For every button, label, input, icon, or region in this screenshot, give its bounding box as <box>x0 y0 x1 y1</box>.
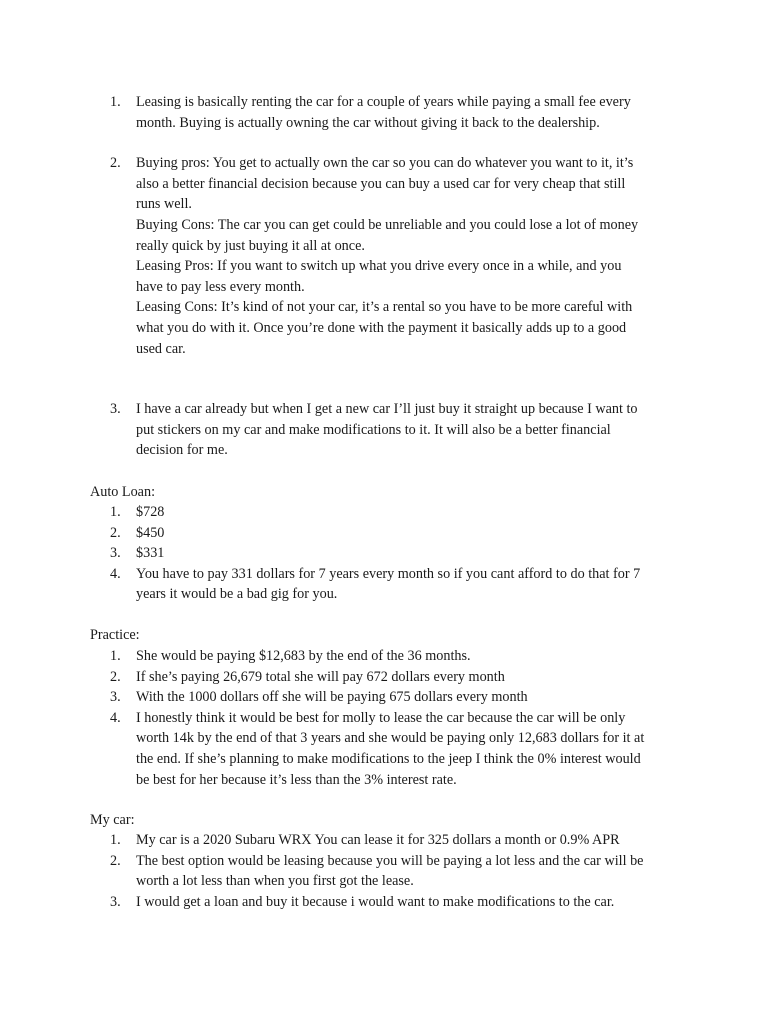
item-text-line: have to pay less every month. <box>136 278 305 295</box>
list-item <box>0 646 768 667</box>
practice-list <box>0 646 768 790</box>
item-number: 1. <box>110 832 121 848</box>
item-number: 2. <box>110 524 121 541</box>
auto-loan-heading: Auto Loan: <box>90 484 156 500</box>
question-item <box>0 399 768 461</box>
list-item <box>0 667 768 688</box>
item-text-line: With the 1000 dollars off she will be paying 675 dollars every month <box>136 689 528 706</box>
list-item <box>0 564 768 605</box>
item-text-line: also a better financial decision because you can buy a used car for very cheap that still <box>136 175 626 192</box>
item-text-line: decision for me. <box>136 442 228 459</box>
item-text-line: the end. If she’s planning to make modifications to the jeep I think the 0% interest would <box>136 750 641 767</box>
item-text-line: I would get a loan and buy it because i would want to make modifications to the car. <box>136 893 615 910</box>
item-text-line: You have to pay 331 dollars for 7 years every month so if you cant afford to do that for 7 <box>136 565 641 582</box>
item-number: 1. <box>110 94 121 110</box>
practice-heading: Practice: <box>90 627 140 643</box>
item-text-line: Leasing Cons: It’s kind of not your car, it’s a rental so you have to be more careful with <box>136 299 633 316</box>
item-number: 3. <box>110 689 121 706</box>
item-text-line: I have a car already but when I get a new car I’ll just buy it straight up because I want to <box>136 401 638 418</box>
item-text-line: be best for her because it’s less than the 3% interest rate. <box>136 771 457 788</box>
item-text-line: If she’s paying 26,679 total she will pay 672 dollars every month <box>136 668 505 685</box>
list-item <box>0 502 768 523</box>
list-item <box>0 523 768 544</box>
auto-loan-list <box>0 502 768 605</box>
item-number: 2. <box>110 155 121 172</box>
item-text-line: what you do with it. Once you’re done with the payment it basically adds up to a good <box>136 319 627 336</box>
item-number: 1. <box>110 648 121 664</box>
item-text-line: She would be paying $12,683 by the end of the 36 months. <box>136 648 471 664</box>
question-item <box>0 153 768 359</box>
item-text-line: $450 <box>136 524 165 541</box>
my-car-heading: My car: <box>90 812 135 828</box>
item-number: 4. <box>110 565 121 582</box>
list-item <box>0 687 768 708</box>
item-text-line: $331 <box>136 545 165 562</box>
item-text-line: really quick by just buying it all at once. <box>136 237 365 254</box>
item-text-line: runs well. <box>136 196 192 213</box>
item-text-line: years it would be a bad gig for you. <box>136 586 338 603</box>
item-text-line: worth a lot less than when you first got the lease. <box>136 873 414 890</box>
item-text-line: Leasing Pros: If you want to switch up what you drive every once in a while, and you <box>136 258 622 275</box>
list-item <box>0 543 768 564</box>
item-text-line: I honestly think it would be best for molly to lease the car because the car will be only <box>136 709 626 726</box>
item-text-line: put stickers on my car and make modifications to it. It will also be a better financial <box>136 421 611 438</box>
item-text-line: worth 14k by the end of that 3 years and she would be paying only 12,683 dollars for it at <box>136 730 645 747</box>
item-text-line: used car. <box>136 340 186 357</box>
item-text-line: Buying Cons: The car you can get could be unreliable and you could lose a lot of money <box>136 216 639 233</box>
list-item <box>0 892 768 913</box>
item-text-line: Buying pros: You get to actually own the car so you can do whatever you want to it, it’s <box>136 155 634 172</box>
item-text-line: The best option would be leasing because you will be paying a lot less and the car will be <box>136 852 644 869</box>
question-item <box>0 92 768 133</box>
my-car-list <box>0 830 768 912</box>
list-item <box>0 708 768 790</box>
item-number: 3. <box>110 893 121 910</box>
questions-list <box>0 92 768 461</box>
item-text-line: $728 <box>136 504 165 520</box>
item-number: 2. <box>110 852 121 869</box>
item-text-line: month. Buying is actually owning the car without giving it back to the dealership. <box>136 114 600 131</box>
item-number: 3. <box>110 545 121 562</box>
item-text-line: Leasing is basically renting the car for a couple of years while paying a small fee every <box>136 94 631 110</box>
item-number: 4. <box>110 709 121 726</box>
item-number: 3. <box>110 401 121 418</box>
item-number: 2. <box>110 668 121 685</box>
list-item <box>0 851 768 892</box>
list-item <box>0 830 768 851</box>
item-number: 1. <box>110 504 121 520</box>
item-text-line: My car is a 2020 Subaru WRX You can lease it for 325 dollars a month or 0.9% APR <box>136 832 620 848</box>
